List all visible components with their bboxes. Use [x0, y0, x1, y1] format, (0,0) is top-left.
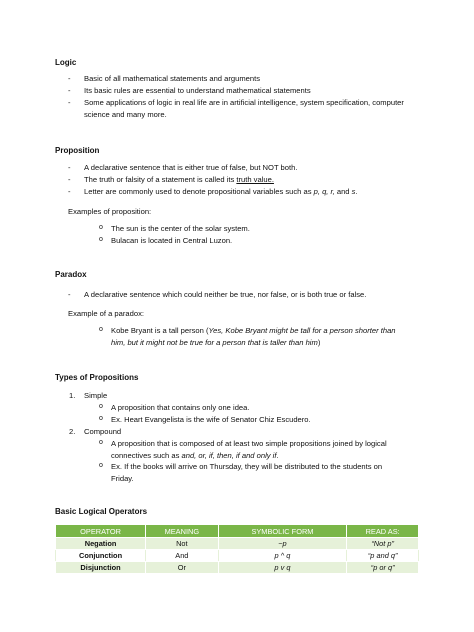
logic-heading: Logic [55, 58, 77, 67]
meaning-cell: Or [146, 562, 219, 574]
logic-bullet-3: Some applications of logic in real life are in artificial intelligence, system specification, computer [84, 98, 404, 107]
simple-item-1: A proposition that contains only one idea. [111, 403, 250, 412]
list-number: 2. [69, 427, 76, 436]
meaning-cell: Not [146, 538, 219, 550]
circle-bullet-icon: o [99, 236, 103, 243]
operator-cell: Negation [56, 538, 146, 550]
paradox-example-line-2: him, but it might not be true for a person that is taller than him) [111, 338, 321, 347]
logic-bullet-1: Basic of all mathematical statements and arguments [84, 74, 261, 83]
type-simple: Simple [84, 391, 108, 400]
paradox-example-line-1: Kobe Bryant is a tall person (Yes, Kobe Bryant might be tall for a person shorter than [111, 326, 396, 335]
header-symbolic-form: SYMBOLIC FORM [218, 525, 347, 538]
header-read-as: READ AS: [347, 525, 419, 538]
circle-bullet-icon: o [99, 403, 103, 410]
truth-value-term: truth value. [236, 175, 274, 184]
proposition-bullet-3: Letter are commonly used to denote propositional variables such as p, q, r, and s. [84, 187, 358, 196]
operator-cell: Disjunction [56, 562, 146, 574]
bullet-dash: - [68, 86, 71, 95]
circle-bullet-icon: o [99, 326, 103, 333]
circle-bullet-icon: o [99, 415, 103, 422]
table-row [56, 550, 419, 562]
symbolic-cell: ~p [218, 538, 347, 550]
bullet-dash: - [68, 290, 71, 299]
circle-bullet-icon: o [99, 462, 103, 469]
paradox-example-label: Example of a paradox: [68, 309, 144, 318]
type-compound: Compound [84, 427, 122, 436]
proposition-heading: Proposition [55, 146, 100, 155]
circle-bullet-icon: o [99, 439, 103, 446]
compound-item-2-line-2: Friday. [111, 474, 134, 483]
meaning-cell: And [146, 550, 219, 562]
logic-bullet-2: Its basic rules are essential to understand mathematical statements [84, 86, 311, 95]
proposition-bullet-1: A declarative sentence that is either true of false, but NOT both. [84, 163, 298, 172]
operators-heading: Basic Logical Operators [55, 507, 148, 516]
operators-table [55, 524, 419, 574]
examples-label: Examples of proposition: [68, 207, 152, 216]
bullet-dash: - [68, 187, 71, 196]
compound-item-1-line-2: connectives such as and, or, if, then, if and only if. [111, 451, 279, 460]
symbolic-cell: p ^ q [218, 550, 347, 562]
simple-item-2: Ex. Heart Evangelista is the wife of Senator Chiz Escudero. [111, 415, 311, 424]
proposition-example-2: Bulacan is located in Central Luzon. [111, 236, 233, 245]
paradox-bullet-1: A declarative sentence which could neither be true, nor false, or is both true or false. [84, 290, 367, 299]
bullet-dash: - [68, 98, 71, 107]
paradox-heading: Paradox [55, 270, 87, 279]
bullet-dash: - [68, 175, 71, 184]
read-as-cell: “p and q” [347, 550, 419, 562]
bullet-dash: - [68, 163, 71, 172]
header-operator: OPERATOR [56, 525, 146, 538]
read-as-cell: “Not p” [347, 538, 419, 550]
table-row [56, 538, 419, 550]
table-row [56, 562, 419, 574]
list-number: 1. [69, 391, 76, 400]
operator-cell: Conjunction [56, 550, 146, 562]
types-heading: Types of Propositions [55, 373, 139, 382]
proposition-example-1: The sun is the center of the solar system. [111, 224, 250, 233]
compound-item-1-line-1: A proposition that is composed of at least two simple propositions joined by logical [111, 439, 387, 448]
table-header-row [56, 525, 419, 538]
header-meaning: MEANING [146, 525, 219, 538]
circle-bullet-icon: o [99, 224, 103, 231]
read-as-cell: “p or q” [347, 562, 419, 574]
bullet-dash: - [68, 74, 71, 83]
logic-bullet-3-cont: science and many more. [84, 110, 167, 119]
compound-item-2-line-1: Ex. If the books will arrive on Thursday, they will be distributed to the students on [111, 462, 383, 471]
proposition-bullet-2: The truth or falsity of a statement is called its truth value. [84, 175, 274, 184]
symbolic-cell: p v q [218, 562, 347, 574]
